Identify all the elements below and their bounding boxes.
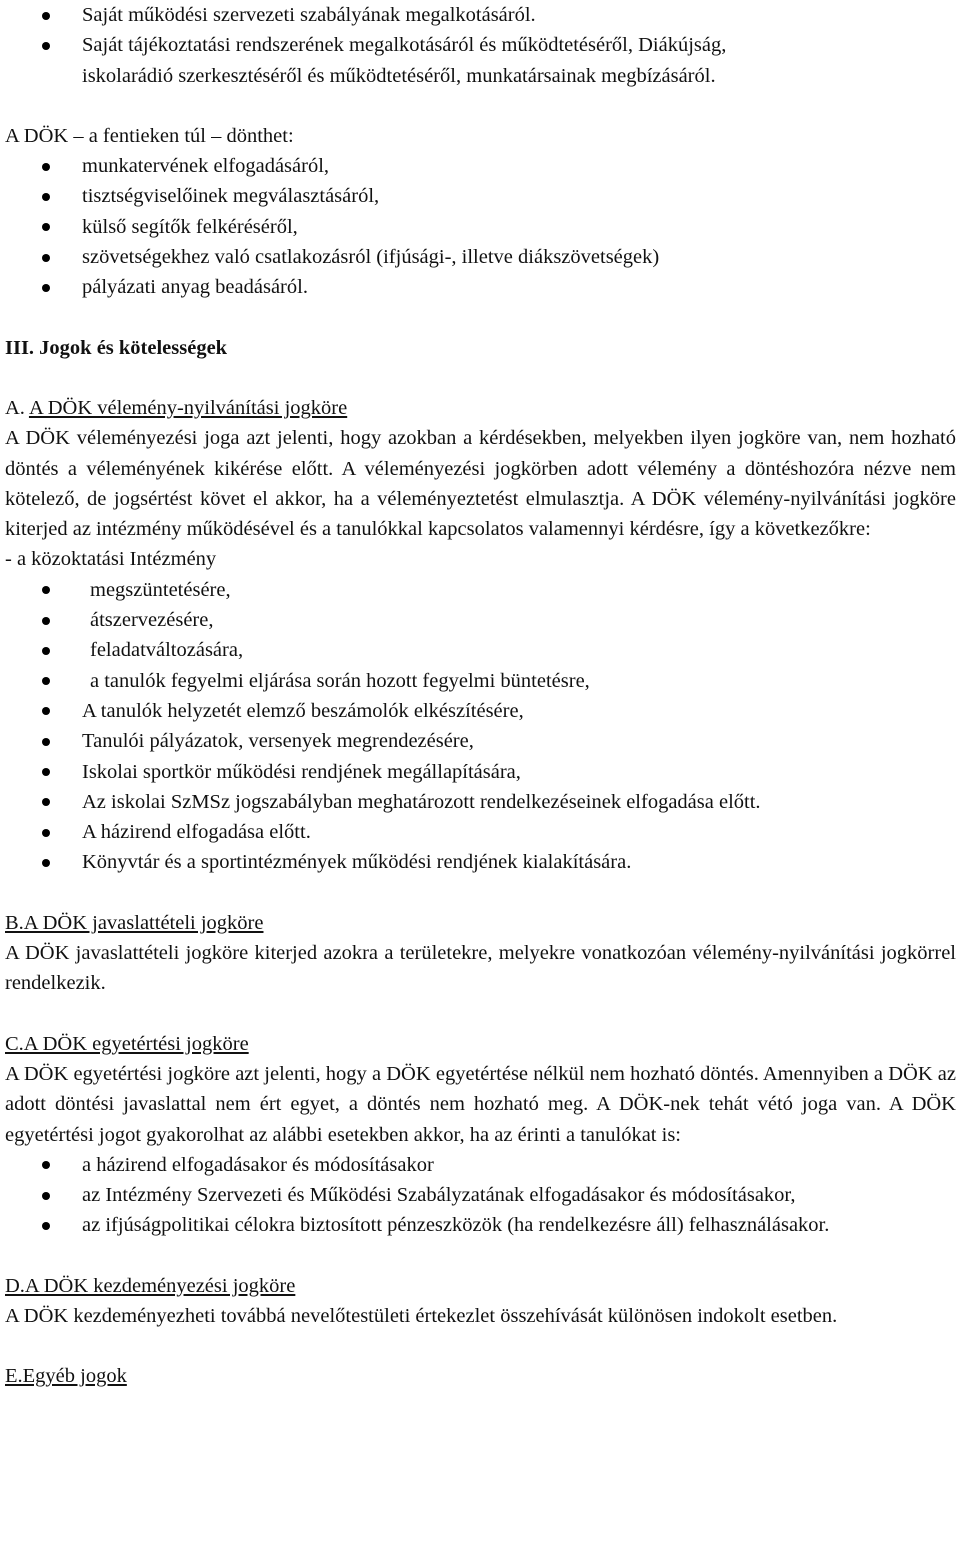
list-item: tisztségviselőinek megválasztásáról,: [5, 181, 956, 211]
section-a-title: A DÖK vélemény-nyilvánítási jogköre: [28, 396, 348, 419]
section-d-body: A DÖK kezdeményezheti továbbá nevelőtestületi értekezlet összehívását különösen indokolt esetben.: [5, 1304, 838, 1327]
list-item: a tanulók fegyelmi eljárása során hozott fegyelmi büntetésre,: [5, 666, 956, 696]
intro-bullet-list: [5, 0, 956, 91]
list-item: megszüntetésére,: [5, 575, 956, 605]
list-item: Tanulói pályázatok, versenyek megrendezésére,: [5, 726, 956, 756]
decide-list: [5, 151, 956, 302]
section-heading: III. Jogok és kötelességek: [5, 336, 228, 359]
section-c-list: [5, 1150, 956, 1241]
section-c-body: A DÖK egyetértési jogköre azt jelenti, hogy a DÖK egyetértése nélkül nem hozható döntés. Amennyiben a DÖK az adott döntési javaslattal nem ért egyet, a döntés nem hozható meg. A DÖK-nek tehát vétó joga van. A DÖK egyetértési jogot gyakorolhat az alábbi esetekben akkor, ha az érinti a tanulókat is:: [5, 1062, 956, 1146]
list-item: Könyvtár és a sportintézmények működési rendjének kialakítására.: [5, 847, 956, 877]
section-c-title: C.A DÖK egyetértési jogköre: [5, 1032, 249, 1055]
list-item: szövetségekhez való csatlakozásról (ifjúsági-, illetve diákszövetségek): [5, 242, 956, 272]
list-item: Saját működési szervezeti szabályának megalkotásáról.: [5, 0, 956, 30]
list-item: az ifjúságpolitikai célokra biztosított pénzeszközök (ha rendelkezésre áll) felhasználásakor.: [5, 1210, 956, 1240]
list-item: az Intézmény Szervezeti és Működési Szabályzatának elfogadásakor és módosításakor,: [5, 1180, 956, 1210]
list-item: átszervezésére,: [5, 605, 956, 635]
section-a-heading: [5, 393, 956, 423]
section-a-sub: - a közoktatási Intézmény: [5, 548, 217, 571]
list-item: pályázati anyag beadásáról.: [5, 272, 956, 302]
section-e-title: E.Egyéb jogok: [5, 1365, 127, 1388]
decide-lead: A DÖK – a fentieken túl – dönthet:: [5, 124, 294, 147]
list-item: A tanulók helyzetét elemző beszámolók elkészítésére,: [5, 696, 956, 726]
section-a-label: A.: [5, 396, 25, 419]
list-item: munkatervének elfogadásáról,: [5, 151, 956, 181]
section-a-body: A DÖK véleményezési joga azt jelenti, hogy azokban a kérdésekben, melyekben ilyen jogköre van, nem hozható döntés a véleményének kikérése előtt. A véleményezési jogkörben adott vélemény a döntéshozóra nézve nem kötelező, de jogsértést követ el akkor, ha a véleményeztetést elmulasztja. A DÖK vélemény-nyilvánítási jogköre kiterjed az intézmény működésével és a tanulókkal kapcsolatos valamennyi kérdésre, így a következőkre:: [5, 427, 956, 541]
list-item: külső segítők felkéréséről,: [5, 212, 956, 242]
list-item: Iskolai sportkör működési rendjének megállapítására,: [5, 757, 956, 787]
list-item: Az iskolai SzMSz jogszabályban meghatározott rendelkezéseinek elfogadása előtt.: [5, 787, 956, 817]
list-item: a házirend elfogadásakor és módosításakor: [5, 1150, 956, 1180]
section-b-title: B.A DÖK javaslattételi jogköre: [5, 911, 264, 934]
section-d-title: D.A DÖK kezdeményezési jogköre: [5, 1274, 296, 1297]
section-b-body: A DÖK javaslattételi jogköre kiterjed azokra a területekre, melyekre vonatkozóan vélemény-nyilvánítási jogkörrel rendelkezik.: [5, 942, 956, 995]
list-item: feladatváltozására,: [5, 635, 956, 665]
list-item: A házirend elfogadása előtt.: [5, 817, 956, 847]
list-item: Saját tájékoztatási rendszerének megalkotásáról és működtetéséről, Diákújság, iskolarádió szerkesztéséről és működtetéséről, munkatársainak megbízásáról.: [5, 30, 956, 91]
section-a-list: [5, 575, 956, 878]
